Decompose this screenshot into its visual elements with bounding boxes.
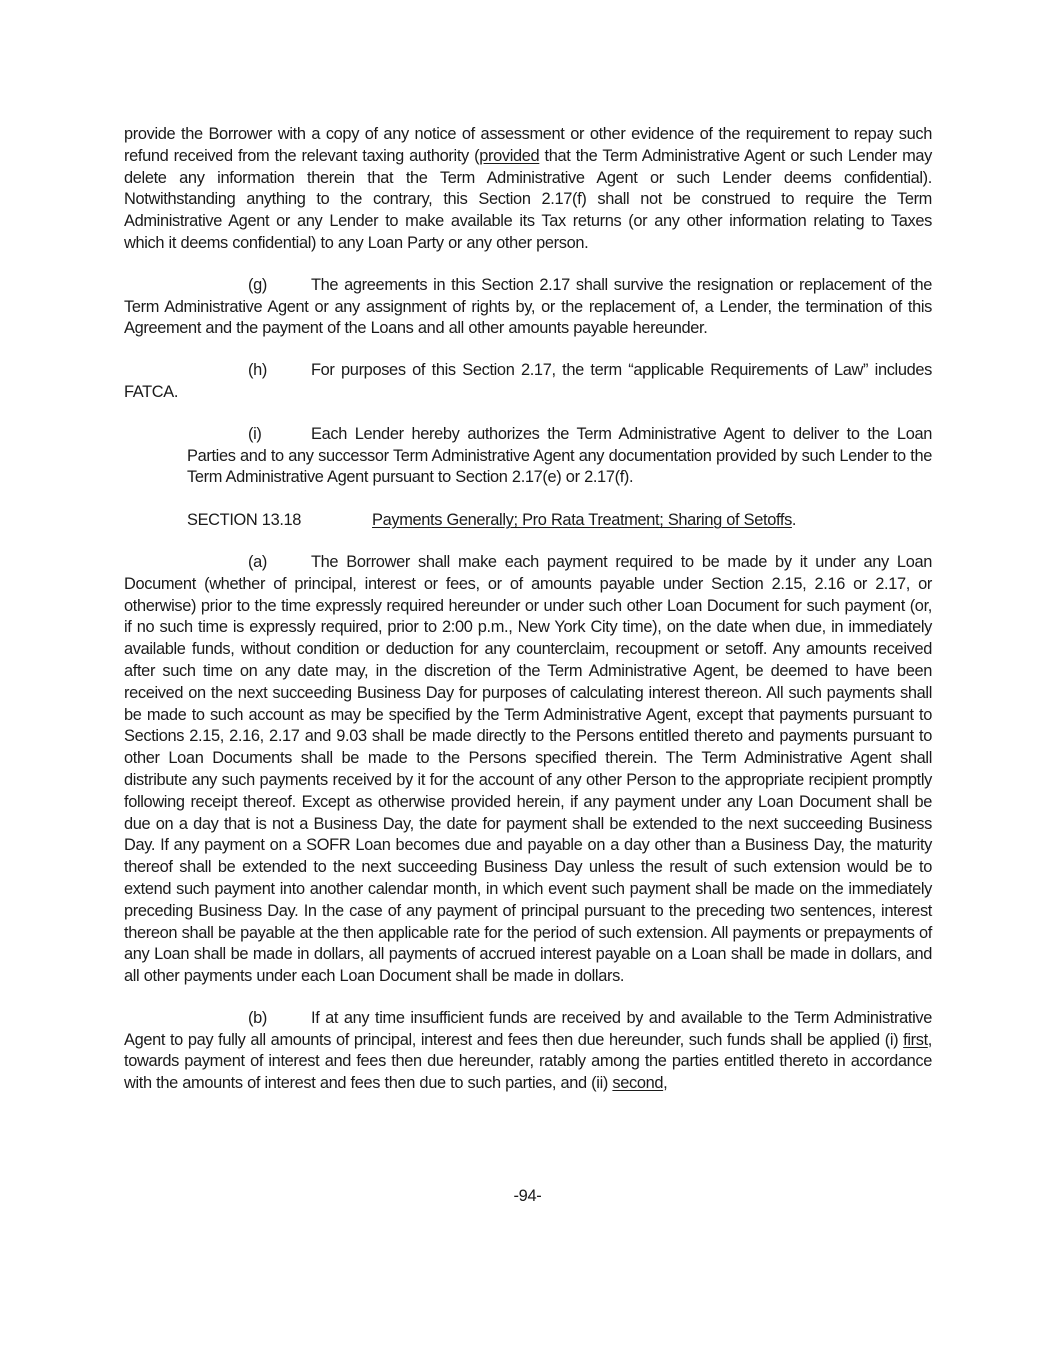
page-number: -94-	[513, 1187, 542, 1205]
paragraph-continuation	[124, 124, 932, 255]
clause-text-b-part1: If at any time insufficient funds are received by and available to the Term Administrative Agent to pay fully all amounts of principal, interest and fees then due hereunder, such funds shall be applied (i)	[124, 1008, 932, 1049]
paragraph-i	[187, 424, 932, 489]
section-heading	[187, 510, 932, 532]
clause-label-i: (i)	[248, 424, 262, 443]
clause-text-g: The agreements in this Section 2.17 shall survive the resignation or replacement of the Term Administrative Agent or any assignment of rights by, or the replacement of, a Lender, the termination of this Agreement and the payment of the Loans and all other amounts payable hereunder.	[124, 275, 932, 338]
clause-label-g: (g)	[248, 275, 267, 294]
clause-label-b: (b)	[248, 1008, 267, 1027]
clause-text-b-part2: , towards payment of interest and fees then due hereunder, ratably among the parties entitled thereto in accordance with the amounts of interest and fees then due to such parties, and (ii)	[124, 1030, 932, 1093]
section-number: SECTION 13.18	[187, 511, 302, 530]
section-title: Payments Generally; Pro Rata Treatment; Sharing of Setoffs	[372, 511, 792, 530]
provided-term: provided	[479, 146, 540, 165]
paragraph-b	[124, 1008, 932, 1095]
first-term: first	[903, 1030, 928, 1049]
clause-text-i: Each Lender hereby authorizes the Term Administrative Agent to deliver to the Loan Parties and to any successor Term Administrative Agent any documentation provided by such Lender to the Term Administrative Agent pursuant to Section 2.17(e) or 2.17(f).	[187, 424, 932, 487]
clause-text-h: For purposes of this Section 2.17, the term “applicable Requirements of Law” includes FATCA.	[124, 361, 932, 401]
section-title-period: .	[791, 511, 797, 530]
clause-text-b-part3: ,	[663, 1074, 668, 1093]
paragraph-g	[124, 275, 932, 340]
clause-text-a: The Borrower shall make each payment required to be made by it under any Loan Document (whether of principal, interest or fees, or of amounts payable under Section 2.15, 2.16 or 2.17, or otherwise) prior to the time expressly required hereunder or under such other Loan Document for such payment (or, if no such time is expressly required, prior to 2:00 p.m., New York City time), on the date when due, in immediately available funds, without condition or deduction for any counterclaim, recoupment or setoff. Any amounts received after such time on any date may, in the discretion of the Term Administrative Agent, be deemed to have been received on the next succeeding Business Day for purposes of calculating interest thereon. All such payments shall be made to such account as may be specified by the Term Administrative Agent, except that payments pursuant to Sections 2.15, 2.16, 2.17 and 9.03 shall be made directly to the Persons entitled thereto and payments pursuant to other Loan Documents shall be made to the Persons specified therein. The Term Administrative Agent shall distribute any such payments received by it for the account of any other Person to the appropriate recipient promptly following receipt thereof. Except as otherwise provided herein, if any payment under any Loan Document shall be due on a day that is not a Business Day, the date for payment shall be extended to the next succeeding Business Day. If any payment on a SOFR Loan becomes due and payable on a day other than a Business Day, the maturity thereof shall be extended to the next succeeding Business Day unless the result of such extension would be to extend such payment into another calendar month, in which event such payment shall be made on the immediately preceding Business Day. In the case of any payment of principal pursuant to the preceding two sentences, interest thereon shall be payable at the then applicable rate for the period of such extension. All payments or prepayments of any Loan shall be made in dollars, all payments of accrued interest payable on a Loan shall be made in dollars, and all other payments under each Loan Document shall be made in dollars.	[124, 552, 932, 986]
paragraph-h	[124, 360, 932, 404]
document-page	[124, 124, 932, 1095]
clause-label-a: (a)	[248, 552, 267, 571]
continuation-text-start: provide the Borrower with a copy of any notice of assessment or other evidence of the requirement to repay such refund received from the relevant taxing authority (	[124, 125, 932, 165]
second-term: second	[612, 1074, 664, 1093]
continuation-text-end: that the Term Administrative Agent or such Lender may delete any information therein that the Term Administrative Agent or such Lender deems confidential). Notwithstanding anything to the contrary, this Section 2.17(f) shall not be construed to require the Term Administrative Agent or any Lender to make available its Tax returns (or any other information relating to Taxes which it deems confidential) to any Loan Party or any other person.	[124, 146, 932, 252]
clause-label-h: (h)	[248, 361, 267, 380]
paragraph-a	[124, 552, 932, 988]
